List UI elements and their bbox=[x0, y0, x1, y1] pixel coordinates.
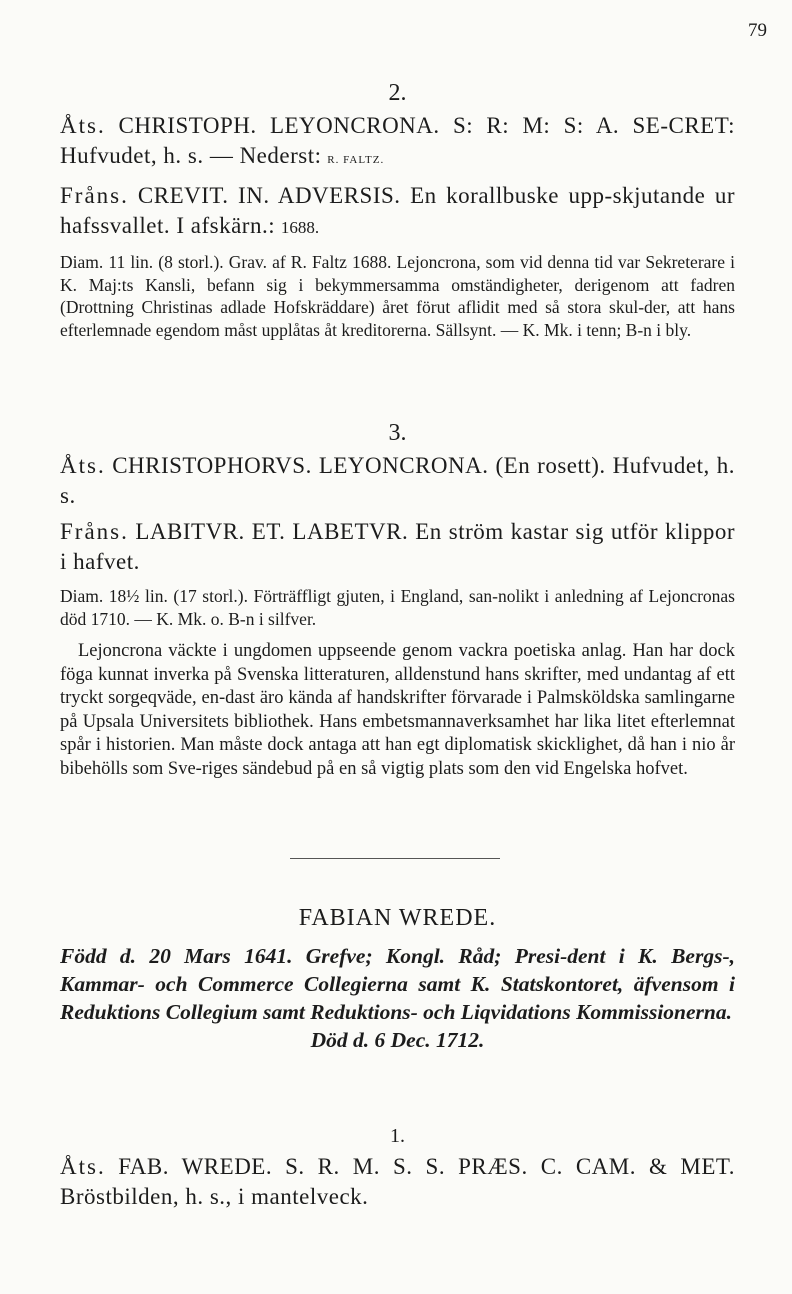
biography-summary: Född d. 20 Mars 1641. Grefve; Kongl. Råd; Presi-dent i K. Bergs-, Kammar- och Commerce Collegierna samt K. Statskontoret, äfvensom i Reduktions Collegium samt Reduktions- och Liqvidations Kommissionerna. Död d. 6 Dec. 1712. bbox=[60, 944, 735, 1052]
section-heading: FABIAN WREDE. bbox=[298, 905, 497, 931]
entry-number: 2. bbox=[388, 80, 407, 106]
medal-notes: Diam. 11 lin. (8 storl.). Grav. af R. Faltz 1688. Lejoncrona, som vid denna tid var Sekreterare i K. Maj:ts Kansli, befann sig i bekymmersamma omständigheter, derigenom att fadren (Drottning Christinas adlade Hofskräddare) året förut aflidit med så stora skul-der, att hans efterlemnade egendom måst upplåtas åt kreditorerna. Sällsynt. — K. Mk. i tenn; B-n i bly. bbox=[60, 252, 735, 340]
section-divider bbox=[290, 858, 500, 859]
reverse-description: Fråns. CREVIT. IN. ADVERSIS. En korallbuske upp-skjutande ur hafssvallet. I afskärn.: 1688. bbox=[60, 183, 735, 238]
death-date: Död d. 6 Dec. 1712. bbox=[310, 1028, 485, 1052]
reverse-description: Fråns. LABITVR. ET. LABETVR. En ström kastar sig utför klippor i hafvet. bbox=[60, 519, 736, 574]
obverse-description: Åts. CHRISTOPH. LEYONCRONA. S: R: M: S: A. SE-CRET: Hufvudet, h. s. — Nederst: R. FALTZ. bbox=[60, 113, 735, 168]
engraver-signature: R. FALTZ. bbox=[327, 154, 385, 166]
medal-notes: Diam. 18½ lin. (17 storl.). Förträffligt gjuten, i England, san-nolikt i anledning af Lejoncronas död 1710. — K. Mk. o. B-n i silfver. bbox=[60, 586, 735, 629]
obverse-description: Åts. FAB. WREDE. S. R. M. S. S. PRÆS. C. CAM. & MET. Bröstbilden, h. s., i mantelveck. bbox=[60, 1154, 735, 1209]
biography-paragraph: Lejoncrona väckte i ungdomen uppseende genom vackra poetiska anlag. Han har dock föga kunnat inverka på Svenska litteraturen, alldenstund hans skrifter, med undantag af ett tryckt sorgeqväde, en-dast äro kända af handskrifter förvarade i Palmsköldska samlingarne på Upsala Universitets bibliothek. Hans embetsmannaverksamhet har lika litet efterlemnat spår i historien. Man måste dock antaga att han egt diplomatisk skicklighet, då han i nio år bibehölls som Sve-riges sändebud på en så vigtig plats som den vid Engelska hofvet. bbox=[60, 641, 735, 779]
page-number: 79 bbox=[748, 20, 767, 41]
entry-number: 1. bbox=[390, 1125, 405, 1147]
person-section bbox=[60, 905, 735, 1054]
obverse-description: Åts. CHRISTOPHORVS. LEYONCRONA. (En rosett). Hufvudet, h. s. bbox=[60, 453, 736, 508]
medal-entry-2 bbox=[60, 80, 735, 341]
medal-entry-1 bbox=[60, 1125, 735, 1212]
medal-entry-3 bbox=[60, 420, 735, 781]
entry-number: 3. bbox=[388, 420, 407, 446]
